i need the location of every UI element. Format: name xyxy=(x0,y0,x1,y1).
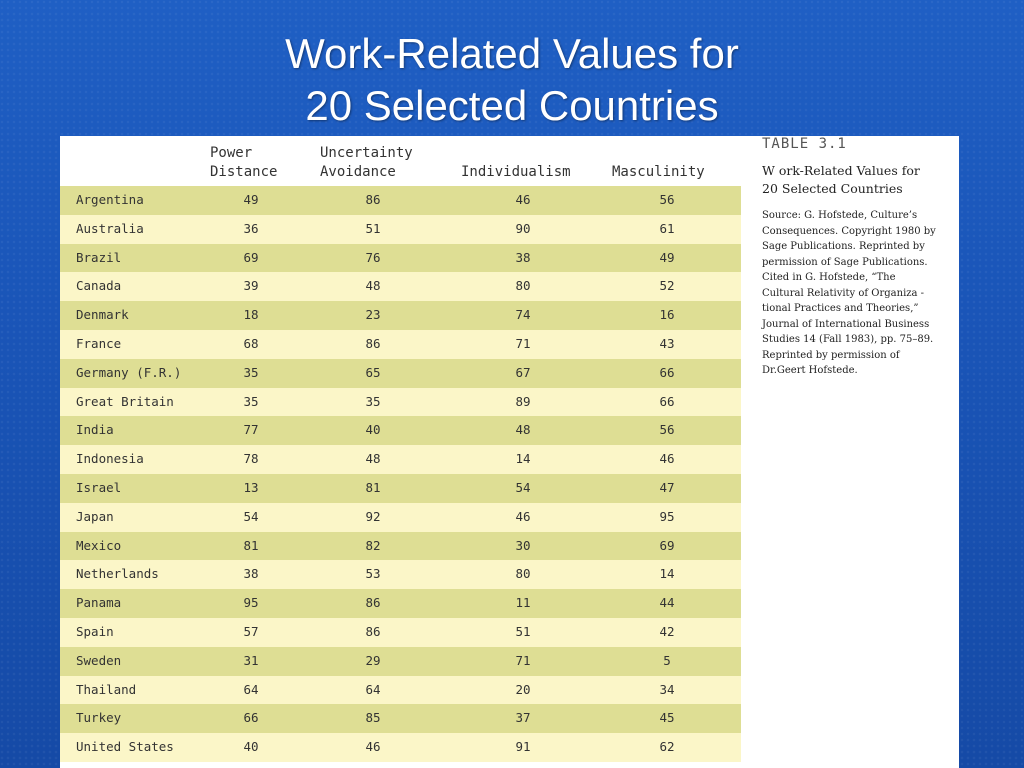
uncertainty-avoidance-cell: 86 xyxy=(365,192,381,207)
table-row xyxy=(60,704,741,733)
header-uncertainty-avoidance xyxy=(320,144,413,182)
uncertainty-avoidance-cell: 86 xyxy=(365,595,381,611)
country-cell: Netherlands xyxy=(76,566,159,582)
table-row xyxy=(60,244,741,273)
individualism-cell: 51 xyxy=(515,623,531,639)
power-distance-cell: 13 xyxy=(243,479,259,495)
header-uncert-line2: Avoidance xyxy=(320,164,396,180)
individualism-cell: 80 xyxy=(515,278,531,294)
masculinity-cell: 52 xyxy=(659,278,675,294)
slide-title-line-1: Work-Related Values for xyxy=(285,30,739,77)
header-power-line2: Distance xyxy=(210,164,278,180)
power-distance-cell: 31 xyxy=(243,652,259,668)
masculinity-cell: 16 xyxy=(659,307,675,323)
individualism-cell: 46 xyxy=(515,192,531,207)
table-row xyxy=(60,416,741,445)
caption-label: TABLE 3.1 xyxy=(762,136,847,152)
individualism-cell: 90 xyxy=(515,220,531,236)
country-cell: Turkey xyxy=(76,710,122,726)
uncertainty-avoidance-cell: 86 xyxy=(365,623,381,639)
masculinity-cell: 46 xyxy=(659,451,675,467)
power-distance-cell: 64 xyxy=(243,681,259,697)
table-body xyxy=(60,186,741,762)
caption-title xyxy=(762,162,962,198)
country-cell: India xyxy=(76,422,114,438)
individualism-cell: 11 xyxy=(515,595,531,611)
power-distance-cell: 78 xyxy=(243,451,259,467)
power-distance-cell: 81 xyxy=(243,537,259,553)
caption-source-line: Dr.Geert Hofstede. xyxy=(762,365,858,376)
power-distance-cell: 68 xyxy=(243,335,259,351)
uncertainty-avoidance-cell: 85 xyxy=(365,710,381,726)
masculinity-cell: 62 xyxy=(659,739,675,755)
individualism-cell: 30 xyxy=(515,537,531,553)
masculinity-cell: 56 xyxy=(659,422,675,438)
country-cell: Canada xyxy=(76,278,122,294)
individualism-cell: 48 xyxy=(515,422,531,438)
uncertainty-avoidance-cell: 86 xyxy=(365,335,381,351)
masculinity-cell: 95 xyxy=(659,508,675,524)
masculinity-cell: 43 xyxy=(659,335,675,351)
country-cell: Australia xyxy=(76,220,144,236)
uncertainty-avoidance-cell: 29 xyxy=(365,652,381,668)
country-cell: Thailand xyxy=(76,681,137,697)
country-cell: Spain xyxy=(76,623,114,639)
masculinity-cell: 14 xyxy=(659,566,675,582)
uncertainty-avoidance-cell: 92 xyxy=(365,508,381,524)
masculinity-cell: 34 xyxy=(659,681,675,697)
country-cell: Panama xyxy=(76,595,122,611)
uncertainty-avoidance-cell: 40 xyxy=(365,422,381,438)
power-distance-cell: 57 xyxy=(243,623,259,639)
masculinity-cell: 44 xyxy=(659,595,675,611)
masculinity-cell: 69 xyxy=(659,537,675,553)
table-row xyxy=(60,330,741,359)
uncertainty-avoidance-cell: 82 xyxy=(365,537,381,553)
table-row xyxy=(60,733,741,762)
table-row xyxy=(60,560,741,589)
masculinity-cell: 49 xyxy=(659,249,675,265)
country-cell: Brazil xyxy=(76,249,122,265)
table-row xyxy=(60,388,741,417)
table-row xyxy=(60,359,741,388)
caption-source-line: Cultural Relativity of Organiza - xyxy=(762,287,925,299)
uncertainty-avoidance-cell: 48 xyxy=(365,451,381,467)
individualism-cell: 71 xyxy=(515,335,531,351)
uncertainty-avoidance-cell: 76 xyxy=(365,249,381,265)
caption-source-line: Consequences. Copyright 1980 by xyxy=(762,225,936,237)
table-header xyxy=(60,136,741,186)
masculinity-cell: 61 xyxy=(659,220,675,236)
header-individualism: Individualism xyxy=(461,164,571,180)
power-distance-cell: 35 xyxy=(243,393,259,409)
power-distance-cell: 49 xyxy=(243,192,259,207)
table-panel xyxy=(60,136,959,768)
caption-title-line2: 20 Selected Countries xyxy=(762,181,903,196)
caption-source-line: Reprinted by permission of xyxy=(762,349,900,361)
power-distance-cell: 38 xyxy=(243,566,259,582)
table-row xyxy=(60,272,741,301)
masculinity-cell: 66 xyxy=(659,364,675,380)
country-cell: Mexico xyxy=(76,537,122,553)
country-cell: Argentina xyxy=(76,192,144,207)
slide-title-line-2: 20 Selected Countries xyxy=(305,82,719,129)
table-caption xyxy=(762,136,962,379)
table-row xyxy=(60,532,741,561)
individualism-cell: 91 xyxy=(515,739,531,755)
caption-source-line: Cited in G. Hofstede, “The xyxy=(762,272,896,283)
caption-source-line: Journal of International Business xyxy=(762,318,930,330)
individualism-cell: 54 xyxy=(515,479,531,495)
individualism-cell: 20 xyxy=(515,681,531,697)
header-uncert-line1: Uncertainty xyxy=(320,145,413,161)
country-cell: Japan xyxy=(76,508,114,524)
individualism-cell: 80 xyxy=(515,566,531,582)
values-table xyxy=(60,136,741,762)
caption-source xyxy=(762,208,962,379)
uncertainty-avoidance-cell: 23 xyxy=(365,307,381,323)
individualism-cell: 67 xyxy=(515,364,531,380)
masculinity-cell: 47 xyxy=(659,479,675,495)
caption-source-line: permission of Sage Publications. xyxy=(762,256,928,268)
header-masculinity: Masculinity xyxy=(612,164,705,180)
table-row xyxy=(60,589,741,618)
power-distance-cell: 18 xyxy=(243,307,259,323)
table-row xyxy=(60,647,741,676)
masculinity-cell: 42 xyxy=(659,623,675,639)
uncertainty-avoidance-cell: 65 xyxy=(365,364,381,380)
individualism-cell: 71 xyxy=(515,652,531,668)
country-cell: Sweden xyxy=(76,652,122,668)
caption-source-line: Source: G. Hofstede, Culture’s xyxy=(762,210,918,221)
table-row xyxy=(60,445,741,474)
masculinity-cell: 45 xyxy=(659,710,675,726)
masculinity-cell: 66 xyxy=(659,393,675,409)
power-distance-cell: 39 xyxy=(243,278,259,294)
power-distance-cell: 54 xyxy=(243,508,259,524)
country-cell: Great Britain xyxy=(76,393,174,409)
caption-source-line: Sage Publications. Reprinted by xyxy=(762,241,925,252)
individualism-cell: 37 xyxy=(515,710,531,726)
country-cell: United States xyxy=(76,739,174,755)
caption-title-line1: W ork-Related Values for xyxy=(762,163,920,178)
individualism-cell: 89 xyxy=(515,393,531,409)
table-row xyxy=(60,474,741,503)
table-row xyxy=(60,186,741,215)
masculinity-cell: 5 xyxy=(663,652,671,668)
caption-source-line: Studies 14 (Fall 1983), pp. 75–89. xyxy=(762,334,934,345)
uncertainty-avoidance-cell: 46 xyxy=(365,739,381,755)
table-row xyxy=(60,503,741,532)
individualism-cell: 74 xyxy=(515,307,531,323)
country-cell: Indonesia xyxy=(76,451,144,467)
uncertainty-avoidance-cell: 53 xyxy=(365,566,381,582)
power-distance-cell: 69 xyxy=(243,249,259,265)
power-distance-cell: 40 xyxy=(243,739,259,755)
slide-title xyxy=(0,28,1024,132)
country-cell: Denmark xyxy=(76,307,129,323)
table-row xyxy=(60,301,741,330)
power-distance-cell: 66 xyxy=(243,710,259,726)
uncertainty-avoidance-cell: 48 xyxy=(365,278,381,294)
power-distance-cell: 35 xyxy=(243,364,259,380)
uncertainty-avoidance-cell: 51 xyxy=(365,220,381,236)
country-cell: Israel xyxy=(76,479,122,495)
individualism-cell: 46 xyxy=(515,508,531,524)
power-distance-cell: 95 xyxy=(243,595,259,611)
masculinity-cell: 56 xyxy=(659,192,675,207)
caption-source-line: tional Practices and Theories,” xyxy=(762,303,919,314)
individualism-cell: 38 xyxy=(515,249,531,265)
uncertainty-avoidance-cell: 64 xyxy=(365,681,381,697)
country-cell: France xyxy=(76,335,122,351)
table-row xyxy=(60,215,741,244)
table-row xyxy=(60,618,741,647)
table-row xyxy=(60,676,741,705)
country-cell: Germany (F.R.) xyxy=(76,364,182,380)
power-distance-cell: 36 xyxy=(243,220,259,236)
header-power-distance xyxy=(210,144,277,182)
uncertainty-avoidance-cell: 35 xyxy=(365,393,381,409)
power-distance-cell: 77 xyxy=(243,422,259,438)
individualism-cell: 14 xyxy=(515,451,531,467)
uncertainty-avoidance-cell: 81 xyxy=(365,479,381,495)
header-power-line1: Power xyxy=(210,145,253,161)
